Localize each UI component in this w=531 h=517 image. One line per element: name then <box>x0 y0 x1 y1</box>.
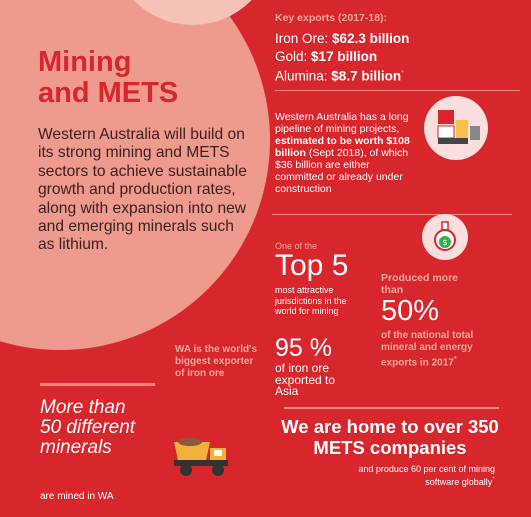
title-line-2: and METS <box>38 77 179 109</box>
mets-divider <box>284 407 499 409</box>
export-item-iron: Iron Ore: $62.3 billion <box>275 31 410 46</box>
export-item-gold: Gold: $17 billion <box>275 48 378 64</box>
export-item-alumina: Alumina: $8.7 billion* <box>275 68 404 84</box>
mining-truck-icon <box>170 432 236 482</box>
top5-big: Top 5 <box>275 249 349 282</box>
share-post: of the national total mineral and energy exports in 2017* <box>381 330 474 369</box>
pipeline-divider <box>272 214 512 215</box>
title-line-1: Mining <box>38 46 132 78</box>
minerals-post: are mined in WA <box>40 491 114 502</box>
boxes-icon <box>424 96 488 160</box>
mets-sub: and produce 60 per cent of mining software globally* <box>358 464 495 487</box>
minerals-big: More than 50 different minerals <box>40 397 136 458</box>
exports-heading: Key exports (2017-18): <box>275 12 388 24</box>
pipeline-text: Western Australia has a long pipeline of mining projects, estimated to be worth $108 billion (Sept 2018), of which $36 billion are either committed or already under construction <box>275 111 410 195</box>
top5-pre: One of the <box>275 241 318 251</box>
share-pre: Produced more than <box>381 272 459 296</box>
share-big: 50% <box>381 295 440 327</box>
iron-big: 95 % <box>275 334 332 362</box>
minerals-divider <box>40 383 155 386</box>
lead-paragraph: Western Australia will build on its strong mining and METS sectors to achieve sustainable growth and production rates, along with expansion into new and emerging minerals such as lithium. <box>38 126 247 254</box>
iron-exporter: WA is the world's biggest exporter of iron ore <box>175 344 258 379</box>
mets-headline: We are home to over 350 METS companies <box>281 416 499 458</box>
top5-post: most attractive jurisdictions in the world for mining <box>275 285 347 316</box>
iron-post: of iron ore exported to Asia <box>275 361 336 398</box>
section-title <box>38 47 178 109</box>
exports-list <box>275 30 409 85</box>
flask-icon <box>422 214 468 260</box>
exports-divider <box>275 90 520 91</box>
svg-text:$: $ <box>442 238 448 247</box>
